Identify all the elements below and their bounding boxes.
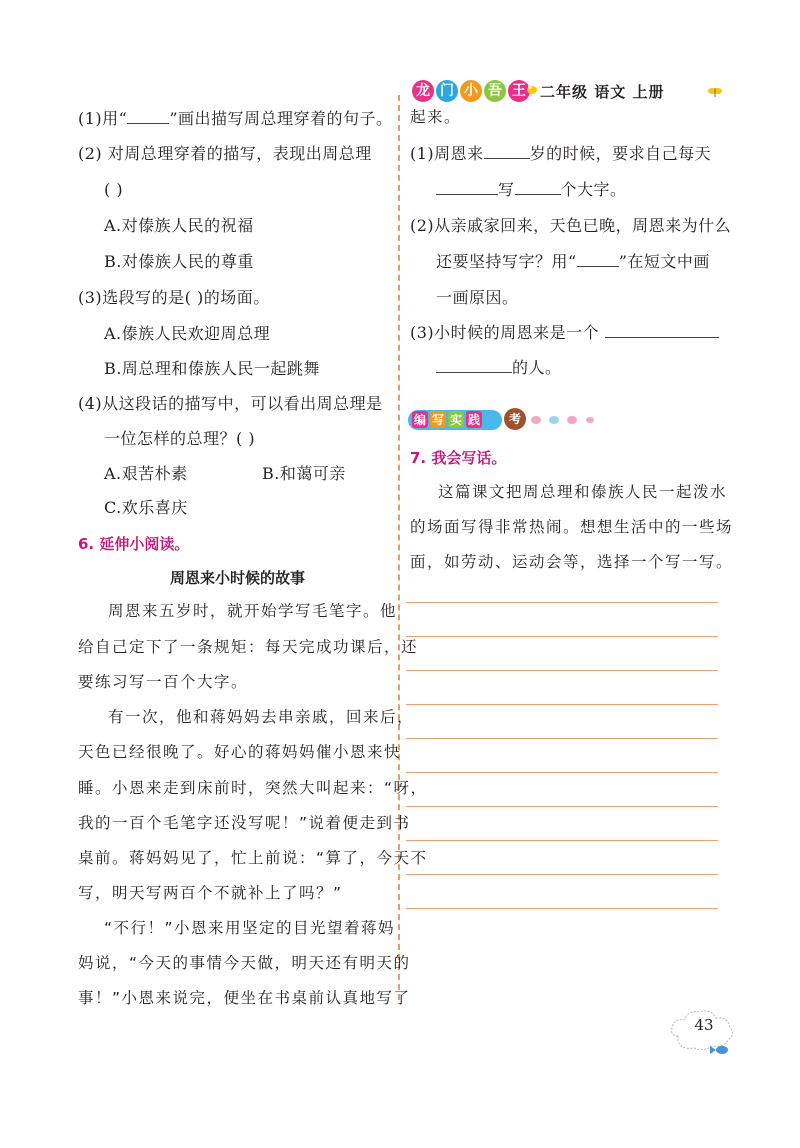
writing-line[interactable] <box>406 874 718 875</box>
writing-line[interactable] <box>406 840 718 841</box>
option-b[interactable]: B.周总理和傣族人民一起跳舞 <box>104 359 320 378</box>
story-end: 起来。 <box>410 108 462 126</box>
story-line: 天色已经很晚了。好心的蒋妈妈催小恩来快 <box>78 743 402 761</box>
story-line: 睡。小恩来走到床前时，突然大叫起来：“呀， <box>78 779 428 797</box>
answer-parens[interactable]: ( ) <box>104 180 124 199</box>
story-line: 写，明天写两百个不就补上了吗？” <box>78 884 343 902</box>
writing-line[interactable] <box>406 738 718 739</box>
writing-line[interactable] <box>406 670 718 671</box>
answer-blank[interactable] <box>515 180 561 195</box>
writing-line[interactable] <box>406 806 718 807</box>
story-line: 事！”小恩来说完，便坐在书桌前认真地写了 <box>78 989 411 1007</box>
story-line: 妈说，“今天的事情今天做，明天还有明天的 <box>78 954 411 972</box>
story-line: 周恩来五岁时，就开始学写毛笔字。他 <box>108 602 398 620</box>
practice-badge: 编 写 实 践 考 <box>408 408 598 434</box>
brand-logo: 龙 门 小 吾 王 <box>412 80 530 102</box>
story-line: 有一次，他和蒋妈妈去串亲戚，回来后， <box>108 708 415 726</box>
prompt-line: 面，如劳动、运动会等，选择一个写一写。 <box>410 553 734 571</box>
story-line: 我的一百个毛笔字还没写呢！”说着便走到书 <box>78 814 411 832</box>
story-line: 要练习写一百个大字。 <box>78 673 249 691</box>
answer-blank[interactable] <box>436 180 498 195</box>
right-question-2: (2)从亲戚家回来，天色已晚，周恩来为什么 <box>410 216 732 235</box>
page-number: 43 <box>694 1016 714 1034</box>
option-a[interactable]: A.艰苦朴素 <box>104 464 188 483</box>
writing-line[interactable] <box>406 636 718 637</box>
story-line: 桌前。蒋妈妈见了，忙上前说：“算了，今天不 <box>78 849 428 867</box>
option-c[interactable]: C.欢乐喜庆 <box>104 498 188 517</box>
right-question-1-cont: 写 个大字。 <box>436 179 627 201</box>
butterfly-icon <box>530 412 600 428</box>
right-question-1: (1)周恩来 岁的时候，要求自己每天 <box>410 144 712 163</box>
answer-blank[interactable] <box>436 358 512 373</box>
right-question-2-end: 一画原因。 <box>436 288 519 307</box>
question-4: (4)从这段话的描写中，可以看出周总理是 <box>78 394 383 413</box>
option-a[interactable]: A.傣族人民欢迎周总理 <box>104 324 271 343</box>
right-question-2-cont: 还要坚持写字？用“ ”在短文中画 <box>436 252 710 271</box>
bear-icon: 考 <box>504 408 526 430</box>
section-7-title: 7. 我会写话。 <box>410 449 507 467</box>
prompt-line: 的场面写得非常热闹。想想生活中的一些场 <box>410 518 734 536</box>
writing-line[interactable] <box>406 602 718 603</box>
section-6-title: 6. 延伸小阅读。 <box>78 535 190 553</box>
option-b[interactable]: B.对傣族人民的尊重 <box>104 252 254 271</box>
question-2: (2) 对周总理穿着的描写，表现出周总理 <box>78 144 372 163</box>
grade-label: 二年级 语文 上册 <box>540 83 665 101</box>
answer-blank[interactable] <box>127 109 169 124</box>
answer-blank[interactable] <box>577 252 619 267</box>
story-title: 周恩来小时候的故事 <box>170 569 306 587</box>
right-question-3: (3)小时候的周恩来是一个 <box>410 322 719 344</box>
right-question-3-cont: 的人。 <box>436 357 562 379</box>
question-1: (1)用“ ”画出描写周总理穿着的句子。 <box>78 109 393 128</box>
story-line: “不行！”小恩来用坚定的目光望着蒋妈 <box>104 919 396 937</box>
writing-line[interactable] <box>406 772 718 773</box>
answer-blank[interactable] <box>605 323 719 338</box>
page-header <box>412 78 732 108</box>
question-4-cont[interactable]: 一位怎样的总理？( ) <box>104 429 256 448</box>
option-b[interactable]: B.和蔼可亲 <box>262 464 346 483</box>
question-3: (3)选段写的是( )的场面。 <box>78 288 270 307</box>
prompt-line: 这篇课文把周总理和傣族人民一起泼水 <box>438 483 728 501</box>
bee-icon <box>526 84 538 96</box>
answer-blank[interactable] <box>484 144 530 159</box>
writing-line[interactable] <box>406 908 718 909</box>
option-a[interactable]: A.对傣族人民的祝福 <box>104 216 254 235</box>
story-line: 给自己定下了一条规矩：每天完成功课后，还 <box>78 638 419 656</box>
butterfly-icon <box>708 86 722 98</box>
writing-line[interactable] <box>406 704 718 705</box>
